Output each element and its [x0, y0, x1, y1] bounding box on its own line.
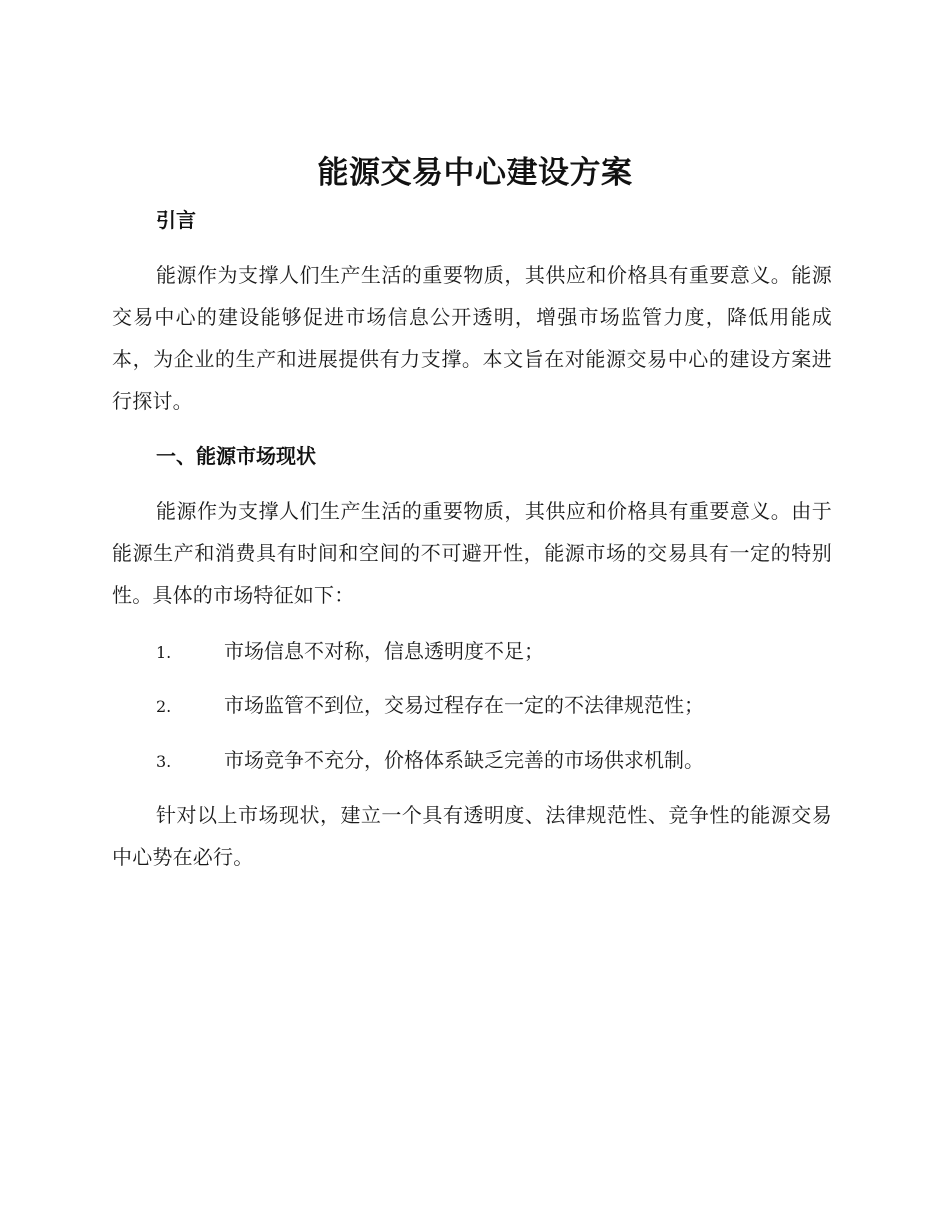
list-item-number: 1. [156, 643, 172, 662]
intro-paragraph: 能源作为支撑人们生产生活的重要物质，其供应和价格具有重要意义。能源交易中心的建设能够促进市场信息公开透明，增强市场监管力度，降低用能成本，为企业的生产和进展提供有力支撑。本文旨在对能源交易中心的建设方案进行探讨。 [112, 263, 832, 413]
list-item [156, 745, 836, 777]
list-item-number: 2. [156, 697, 172, 716]
intro-heading: 引言 [156, 208, 196, 232]
list-item-number: 3. [156, 752, 172, 771]
section-heading-market-status: 一、能源市场现状 [156, 444, 316, 468]
list-item [156, 690, 836, 722]
list-item-text: 市场信息不对称，信息透明度不足； [224, 639, 544, 663]
list-item-text: 市场竞争不充分，价格体系缺乏完善的市场供求机制。 [224, 748, 704, 772]
document-title: 能源交易中心建设方案 [317, 155, 633, 191]
list-item-text: 市场监管不到位，交易过程存在一定的不法律规范性； [224, 693, 704, 717]
list-item [156, 636, 836, 668]
market-status-paragraph: 能源作为支撑人们生产生活的重要物质，其供应和价格具有重要意义。由于能源生产和消费具有时间和空间的不可避开性，能源市场的交易具有一定的特别性。具体的市场特征如下： [112, 499, 832, 607]
conclusion-paragraph: 针对以上市场现状，建立一个具有透明度、法律规范性、竞争性的能源交易中心势在必行。 [112, 803, 832, 869]
